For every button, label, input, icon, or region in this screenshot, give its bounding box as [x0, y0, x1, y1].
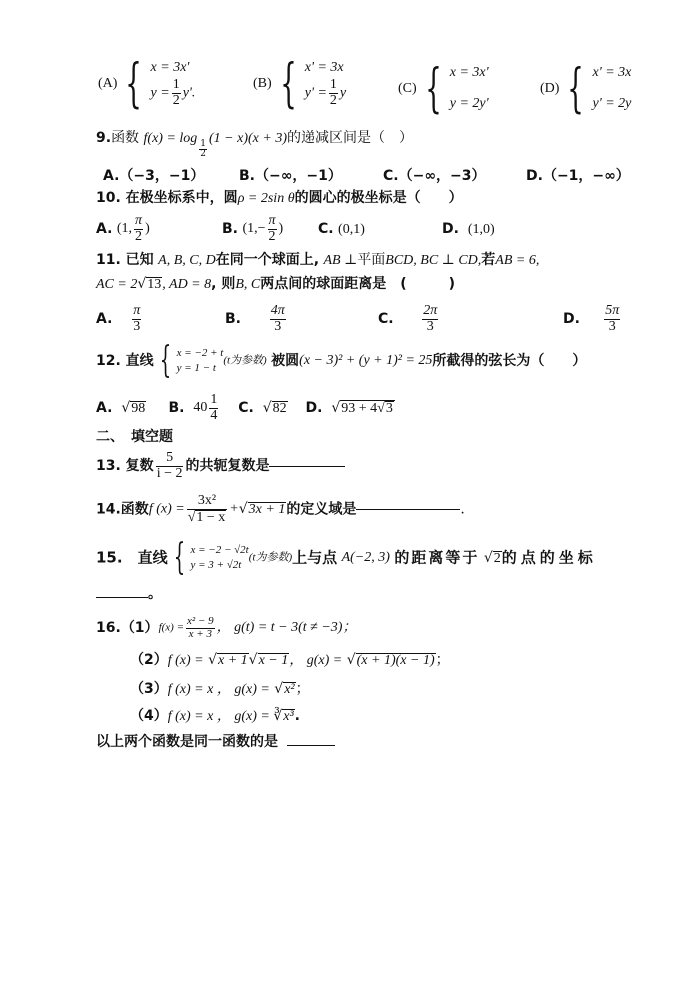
sqrt: √82 [262, 399, 287, 416]
section-title-fill-in: 二、 填空题 [96, 429, 173, 445]
brace: { [125, 54, 143, 114]
t: AC = 2 [96, 277, 138, 292]
t: （2） [130, 652, 168, 668]
q9-option-c: C.（−∞，−3） [383, 168, 486, 184]
q8-c-system [450, 58, 489, 120]
t: 若 [481, 252, 496, 268]
q16-line2: （2）f (x) = √x + 1√x − 1， g(x) = √(x + 1)(x − 1)； [130, 652, 450, 668]
q12-options [96, 393, 395, 423]
right: ) [145, 221, 150, 237]
t: 12. 直线 [96, 353, 154, 369]
label: D. [305, 400, 323, 417]
den: 2 [135, 228, 143, 244]
label: C. [238, 400, 254, 417]
num: 5 [156, 451, 184, 467]
value: (0,1) [338, 222, 365, 237]
t: 所截得的弦长为（ ） [432, 353, 587, 369]
label: C. [318, 221, 334, 237]
q8-b-line2a: y' = [304, 85, 327, 101]
q8-a-frac [172, 78, 181, 108]
radicand: 3x + 1 [248, 502, 286, 518]
q14-stem [96, 494, 465, 525]
brace: { [567, 58, 585, 119]
f: f (x) = x ， g(x) = ∛ [167, 709, 283, 724]
q8-a-line2 [151, 78, 196, 108]
label: B. [222, 221, 238, 238]
q8-d-line1: x' = 3x [592, 65, 632, 80]
t: 的共轭复数是 [185, 458, 270, 475]
q8-option-c [398, 58, 489, 120]
num: 1 [329, 77, 337, 93]
sys2: y = 3 + √2t [190, 559, 242, 571]
frac [209, 393, 218, 423]
sys1: x = −2 + t [176, 347, 224, 360]
t: 15. 直线 [96, 548, 168, 567]
frac [604, 304, 620, 334]
q10-option-b [222, 214, 283, 244]
f: f (x) = [167, 653, 204, 668]
den: 2 [172, 92, 180, 108]
q16-line1 [96, 616, 356, 640]
t: 13. 复数 [96, 458, 154, 475]
q10-text-b: 的圆心的极坐标是（ ） [294, 190, 463, 206]
num: 3x² [187, 494, 228, 510]
den: 3 [274, 318, 282, 334]
t: ； [295, 681, 310, 697]
t: 两点间的球面距离是 ( ) [260, 276, 456, 292]
q8-d-system [593, 58, 632, 120]
q8-b-line2 [305, 78, 346, 108]
frac [134, 214, 143, 244]
t: 11. 已知 [96, 252, 154, 268]
q15-answer-blank[interactable] [96, 597, 148, 598]
t: 在同一个球面上, [215, 252, 320, 268]
f: f(x) = [158, 621, 184, 634]
q9-func: f(x) = log [143, 131, 198, 146]
brace: { [424, 58, 442, 119]
point: A(−2, 3) [341, 550, 390, 565]
q8-a-line2a: y = [150, 85, 170, 101]
q11-option-b [225, 304, 288, 334]
q8-a-system [151, 59, 196, 108]
radicand: (x + 1)(x − 1) [356, 653, 435, 668]
num: x² − 9 [187, 615, 214, 627]
left: (1, [116, 221, 133, 237]
q8-d-line2: y' = 2y [592, 95, 632, 111]
q15-system [190, 543, 248, 573]
radicand: x − 1 [258, 653, 289, 668]
q11-option-d [563, 304, 622, 334]
q8-option-a [98, 54, 196, 114]
t: 被圆 [271, 353, 300, 369]
den: 2 [268, 228, 276, 244]
q9-arg: (1 − x)(x + 3) [209, 131, 287, 146]
num: 5π [605, 303, 620, 318]
q8-c-label: (C) [398, 80, 417, 96]
q8-option-b [253, 54, 347, 114]
q9-option-d: D.（−1，−∞） [526, 168, 630, 184]
frac: $\frac{\text{3x²}}{√1 - x}$ [187, 493, 226, 525]
frac [268, 214, 277, 244]
den: 2 [200, 149, 207, 159]
q8-b-frac [329, 78, 338, 108]
q16-answer-blank[interactable] [287, 745, 335, 746]
q9-stem [96, 131, 413, 159]
q9-option-b: B.（−∞，−1） [239, 168, 342, 184]
t: （4） [130, 708, 168, 724]
q10-option-c [318, 222, 365, 237]
g: ， g(t) = t − 3(t ≠ −3)； [216, 620, 357, 636]
q9-option-a: A.（−3，−1） [103, 168, 205, 184]
label: A. [96, 400, 113, 417]
param: (t为参数) [248, 551, 293, 564]
t: 的定义域是 [286, 501, 357, 518]
q13-stem [96, 451, 345, 481]
sys1: x = −2 − √2t [190, 544, 249, 557]
circle: (x − 3)² + (y + 1)² = 25 [299, 353, 433, 368]
num: 4π [270, 303, 285, 318]
t: ； [435, 652, 450, 668]
radicand: x³ [283, 709, 294, 724]
sqrt: √2 [483, 549, 501, 566]
q8-c-line1: x = 3x' [449, 65, 489, 80]
t: （3） [130, 681, 168, 697]
right: ) [278, 221, 284, 237]
den: 3 [608, 318, 616, 334]
t: 的距离等于 [394, 548, 480, 567]
q8-a-line2b: y'. [182, 85, 196, 101]
t: AB ⊥ [323, 253, 358, 268]
frac [156, 451, 184, 481]
t: 14.函数 [96, 501, 149, 518]
t: 。 [148, 586, 162, 602]
den: 3 [426, 318, 434, 334]
func: f (x) = [148, 501, 185, 517]
q14-answer-blank[interactable] [356, 509, 460, 510]
q13-answer-blank[interactable] [269, 466, 345, 467]
num: π [135, 213, 143, 228]
sqrt: √13 [137, 276, 162, 292]
q12-stem [96, 340, 587, 381]
radicand: 93 + 4√3 [341, 401, 393, 417]
num: 1 [172, 77, 180, 93]
radicand: x + 1 [218, 653, 248, 668]
brace: { [159, 340, 171, 381]
radicand: 82 [272, 400, 287, 416]
t: 平面 [357, 252, 386, 268]
den: 2 [329, 92, 337, 108]
q15-line2 [96, 587, 162, 601]
q10-text-a: 10. 在极坐标系中，圆 [96, 190, 238, 206]
rad-a: 93 + 4 [341, 401, 378, 417]
q8-a-line1: x = 3x' [150, 60, 190, 76]
sqrt: √3x + 1 [238, 501, 286, 518]
frac [132, 304, 141, 334]
q8-a-label: (A) [98, 76, 118, 91]
t: （1） [120, 620, 159, 637]
brace: { [173, 537, 185, 578]
label: B. [168, 400, 185, 417]
q9-number: 9. [96, 130, 112, 146]
q8-c-line2: y = 2y' [449, 95, 489, 111]
q8-b-label: (B) [253, 76, 272, 91]
den: x + 3 [188, 627, 212, 640]
den: i − 2 [156, 465, 183, 481]
q9-suffix: 的递减区间是（ ） [287, 130, 413, 146]
plus: + [229, 501, 239, 517]
q11-option-c [378, 304, 440, 334]
q9-base [199, 140, 207, 160]
q15-stem [96, 537, 597, 578]
int: 40 [193, 400, 208, 416]
t: BCD, BC ⊥ CD, [385, 253, 482, 268]
sqrt: √98 [121, 399, 146, 416]
brace: { [279, 54, 297, 114]
t: , AD = 8 [162, 277, 212, 292]
q11-option-a [96, 304, 143, 334]
rad-b: 3 [385, 401, 393, 417]
label: B. [225, 311, 241, 328]
den: 1 − x [196, 509, 226, 525]
q11-line2 [96, 277, 455, 292]
q8-b-line2b: y [339, 85, 347, 101]
den: 3 [133, 318, 141, 334]
q16-line3: （3）f (x) = x ， g(x) = √x²； [130, 681, 310, 697]
value: (1,0) [467, 222, 495, 237]
t: 上与点 [292, 548, 338, 567]
radicand: 98 [131, 400, 146, 416]
q10-formula: ρ = 2sin θ [237, 191, 295, 206]
g: ， g(x) = [289, 653, 343, 668]
t: , 则 [211, 276, 236, 292]
num: 2π [423, 303, 438, 318]
left: (1,− [242, 221, 266, 237]
param: (t为参数) [223, 354, 267, 367]
t: B, C [235, 277, 261, 292]
num: 1 [200, 138, 207, 149]
t: AB = 6, [495, 253, 540, 268]
radicand: 13 [147, 277, 162, 292]
t: . [460, 501, 465, 518]
q10-option-d [442, 222, 495, 237]
q16-tail [96, 735, 335, 749]
radicand: x² [284, 682, 295, 697]
label: D. [563, 311, 580, 328]
q16-line4 [130, 709, 300, 724]
den: 4 [210, 407, 218, 423]
q8-d-label: (D) [540, 80, 560, 96]
num: π [133, 303, 141, 318]
frac [270, 304, 286, 334]
t: . [294, 708, 300, 724]
f: f (x) = x ， g(x) = [167, 682, 270, 697]
num: 1 [210, 392, 218, 407]
q11-line1 [96, 253, 539, 268]
q8-b-line1: x' = 3x [304, 60, 344, 76]
label: A. [96, 221, 113, 238]
q8-b-system [305, 59, 346, 108]
q8-option-d [540, 58, 631, 120]
sys2: y = 1 − t [176, 362, 216, 374]
q10-option-a [96, 214, 150, 244]
frac [422, 304, 438, 334]
label: D. [442, 221, 459, 237]
t: 以上两个函数是同一函数的是 [96, 734, 278, 750]
t: 16. [96, 620, 121, 637]
frac [186, 616, 215, 640]
t: A, B, C, D [158, 253, 216, 268]
radicand: 2 [493, 550, 501, 566]
label: C. [378, 311, 394, 328]
q10-stem [96, 191, 463, 206]
sqrt: √93 + 4√3 [331, 400, 393, 417]
q12-system [177, 346, 224, 376]
label: A. [96, 311, 113, 328]
num: π [268, 213, 276, 228]
q9-prefix: 函数 [111, 130, 140, 146]
t: 的点的坐标 [501, 548, 597, 567]
